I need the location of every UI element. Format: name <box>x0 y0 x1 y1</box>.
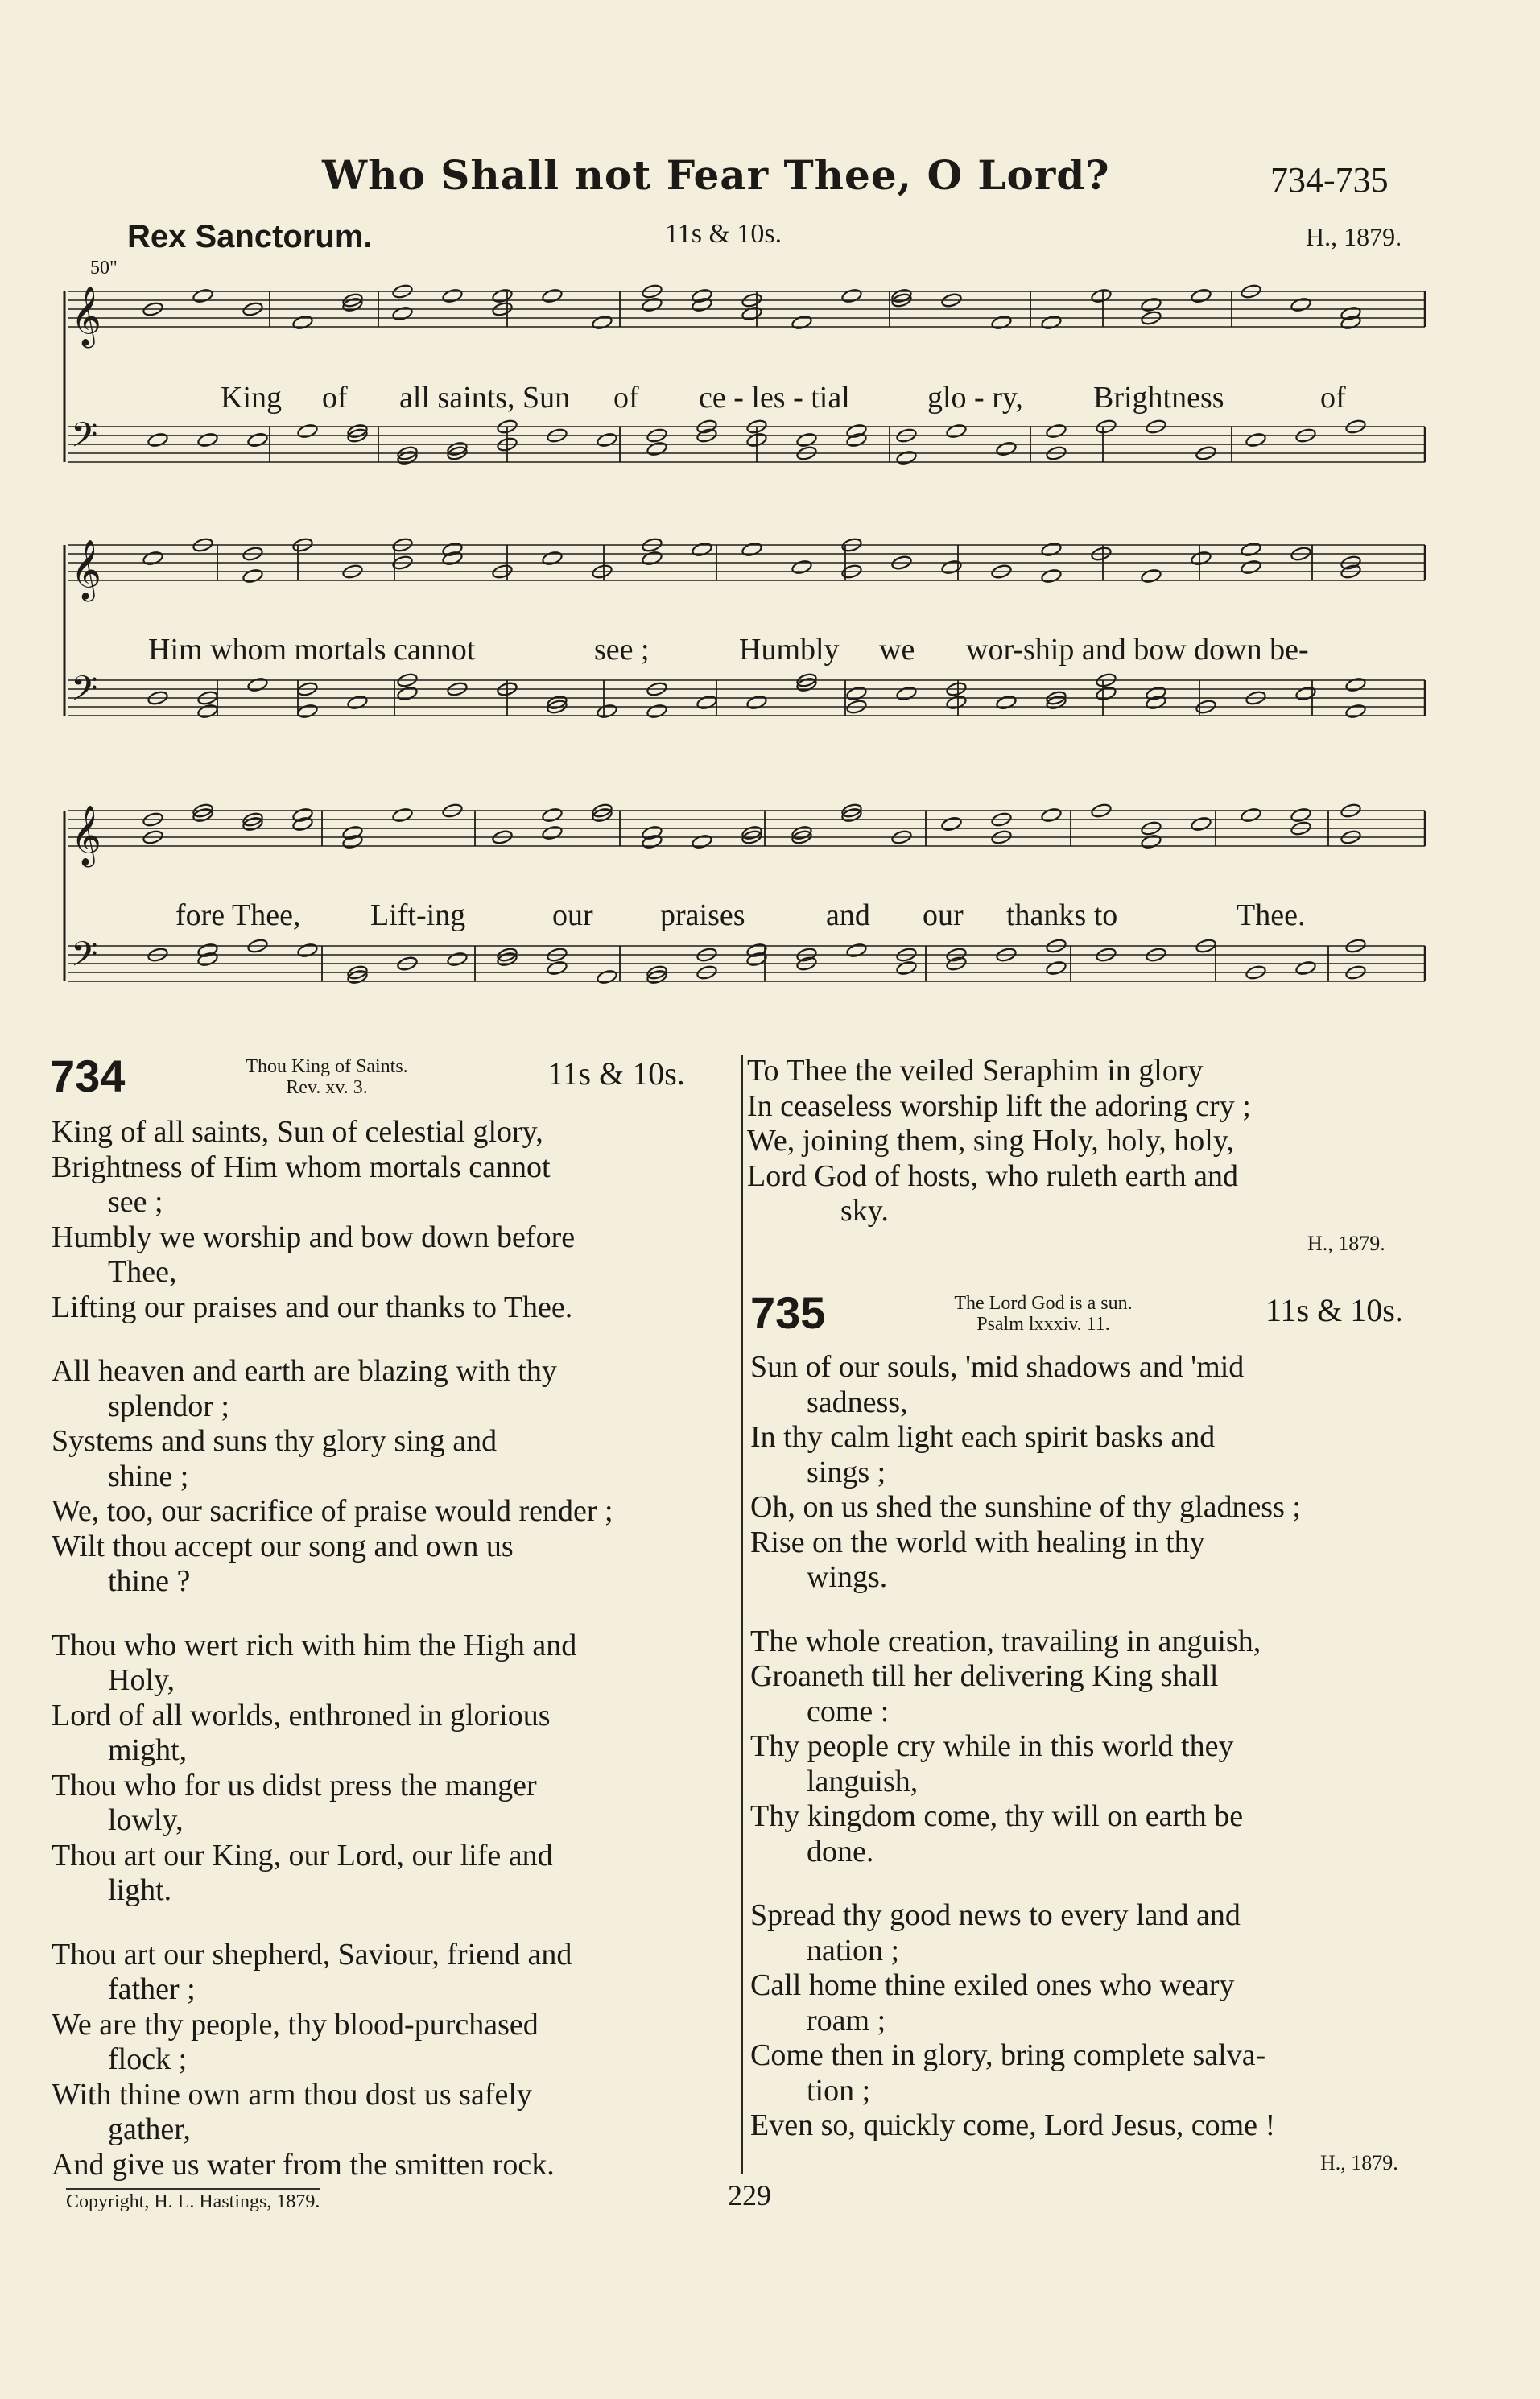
note-head <box>741 306 763 322</box>
note-head <box>1091 288 1113 304</box>
treble-clef-icon: 𝄞 <box>71 807 101 864</box>
verse-line: Thy kingdom come, thy will on earth be <box>750 1799 1244 1833</box>
note-head <box>941 816 963 832</box>
note-head <box>342 825 364 841</box>
note-head <box>297 704 319 720</box>
hymn-number-range: 734-735 <box>1270 160 1389 200</box>
note-head <box>1295 686 1317 702</box>
verse-line: All heaven and earth are blazing with thy <box>52 1354 557 1388</box>
note-head <box>597 432 618 448</box>
hymn-number-734: 734 <box>50 1051 126 1101</box>
lyric-word: thanks to <box>1006 898 1118 932</box>
note-head <box>197 943 219 959</box>
verse-line: Call home thine exiled ones who weary <box>750 1968 1235 2002</box>
verse-line: We, joining them, sing Holy, holy, holy, <box>747 1124 1234 1158</box>
note-head <box>542 551 564 567</box>
verse-line: Wilt thou accept our song and own us <box>52 1529 514 1563</box>
note-head <box>1146 686 1167 702</box>
note-head <box>1141 834 1162 850</box>
verse-line: light. <box>108 1873 172 1907</box>
note-head <box>791 315 813 331</box>
verse-line: Thee, <box>108 1255 177 1289</box>
verse-line: come : <box>807 1694 890 1728</box>
note-head <box>1290 807 1312 824</box>
note-head <box>946 423 968 440</box>
note-head <box>247 432 269 448</box>
note-head <box>397 686 419 702</box>
verse-line: thine ? <box>108 1564 191 1598</box>
note-head <box>1241 559 1262 576</box>
hymn-735-title <box>923 1293 1164 1335</box>
lyric-word: King <box>221 381 282 415</box>
note-head <box>1146 695 1167 711</box>
note-head <box>692 834 713 850</box>
note-head <box>692 288 713 304</box>
note-head <box>1245 432 1267 448</box>
note-head <box>347 695 369 711</box>
column-divider <box>741 1055 743 2174</box>
music-system-1 <box>56 274 1433 507</box>
note-head <box>642 834 663 850</box>
note-head <box>247 677 269 693</box>
note-head <box>1340 306 1362 322</box>
note-head <box>392 807 414 824</box>
note-head <box>646 441 668 457</box>
lyric-word: our <box>552 898 593 932</box>
note-head <box>442 551 464 567</box>
bass-clef-icon: 𝄢 <box>71 936 98 982</box>
verse-line: Come then in glory, bring complete salva- <box>750 2038 1266 2072</box>
note-head <box>896 960 918 977</box>
note-head <box>1191 551 1212 567</box>
verse-line: shine ; <box>108 1459 189 1493</box>
note-head <box>292 816 314 832</box>
note-head <box>1141 568 1162 584</box>
page-number: 229 <box>728 2179 771 2211</box>
hymn-734-signature: H., 1879. <box>1307 1232 1385 1255</box>
verse-line: languish, <box>807 1764 919 1798</box>
note-head <box>991 315 1013 331</box>
bass-clef-icon: 𝄢 <box>71 417 98 463</box>
verse-line: sadness, <box>807 1385 908 1419</box>
note-head <box>1241 807 1262 824</box>
note-head <box>597 704 618 720</box>
verse-line: gather, <box>108 2112 191 2146</box>
lyric-word: and <box>826 898 870 932</box>
verse-line: done. <box>807 1834 874 1868</box>
lyric-word: glo - ry, <box>927 381 1023 415</box>
verse-line: roam ; <box>807 2003 886 2038</box>
note-head <box>1041 568 1063 584</box>
verse-line: Thou art our shepherd, Saviour, friend and <box>52 1937 572 1972</box>
hymn-735-subject: The Lord God is a sun. <box>954 1293 1133 1314</box>
note-head <box>442 542 464 558</box>
lyric-word: wor-ship and bow down be- <box>966 633 1309 667</box>
note-head <box>896 450 918 466</box>
note-head <box>741 542 763 558</box>
note-head <box>447 952 469 968</box>
verse-line: lowly, <box>108 1803 184 1837</box>
lyric-word: of <box>322 381 348 415</box>
music-system-3 <box>56 793 1433 1034</box>
note-head <box>342 834 364 850</box>
note-head <box>1241 542 1262 558</box>
verse-line: The whole creation, travailing in anguish, <box>750 1624 1261 1658</box>
note-head <box>642 551 663 567</box>
verse-line: Even so, quickly come, Lord Jesus, come ! <box>750 2108 1276 2142</box>
note-head <box>542 807 564 824</box>
note-head <box>542 288 564 304</box>
lyric-word: Humbly <box>739 633 840 667</box>
verse-line: In ceaseless worship lift the adoring cry ; <box>747 1088 1251 1123</box>
note-head <box>1041 315 1063 331</box>
verse-line: tion ; <box>807 2073 871 2108</box>
note-head <box>791 559 813 576</box>
lyric-line-1 <box>105 380 1441 417</box>
verse-line: wings. <box>807 1560 888 1594</box>
note-head <box>1046 960 1067 977</box>
tune-composer: H., 1879. <box>1306 222 1402 251</box>
note-head <box>492 288 514 304</box>
verse-line: Lord of all worlds, enthroned in glorious <box>52 1698 551 1732</box>
note-head <box>147 432 169 448</box>
note-head <box>297 943 319 959</box>
hymn-734-title <box>206 1056 448 1098</box>
verse-line: flock ; <box>108 2042 188 2076</box>
verse-line: Lord God of hosts, who ruleth earth and <box>747 1158 1238 1193</box>
note-head <box>1141 297 1162 313</box>
note-head <box>846 423 868 440</box>
note-head <box>941 559 963 576</box>
note-head <box>1345 677 1367 693</box>
verse-line: Sun of our souls, 'mid shadows and 'mid <box>750 1350 1245 1384</box>
lyric-word: of <box>613 381 639 415</box>
lyric-word: our <box>923 898 964 932</box>
note-head <box>392 306 414 322</box>
verse-line: might, <box>108 1733 188 1767</box>
verse-line: Brightness of Him whom mortals cannot <box>52 1150 551 1184</box>
verse-line: nation ; <box>807 1933 900 1968</box>
hymn-734-scripture: Rev. xv. 3. <box>286 1077 368 1098</box>
hymn-734-subject: Thou King of Saints. <box>246 1056 408 1077</box>
verse-line: Thou art our King, our Lord, our life and <box>52 1838 553 1873</box>
note-head <box>896 686 918 702</box>
lyric-line-2 <box>105 632 1441 669</box>
verse-line: We are thy people, thy blood-purchased <box>52 2007 539 2042</box>
note-head <box>692 542 713 558</box>
tune-name: Rex Sanctorum. <box>127 219 373 254</box>
verse-line: Thy people cry while in this world they <box>750 1729 1234 1763</box>
note-head <box>1290 297 1312 313</box>
note-head <box>1096 686 1117 702</box>
note-head <box>1345 704 1367 720</box>
verse-line: And give us water from the smitten rock. <box>52 2147 555 2182</box>
lyric-word: see ; <box>594 633 650 667</box>
note-head <box>692 297 713 313</box>
copyright-notice: Copyright, H. L. Hastings, 1879. <box>66 2188 320 2213</box>
lyric-line-3 <box>105 898 1441 935</box>
hymn-number-735: 735 <box>750 1287 826 1338</box>
note-head <box>197 704 219 720</box>
hymn-735-meter: 11s & 10s. <box>1265 1292 1403 1328</box>
verse-line: In thy calm light each spirit basks and <box>750 1420 1216 1454</box>
hymn-735-scripture: Psalm lxxxiv. 11. <box>976 1314 1110 1335</box>
note-head <box>846 432 868 448</box>
note-head <box>1295 960 1317 977</box>
verse-line: Oh, on us shed the sunshine of thy gladness ; <box>750 1490 1301 1524</box>
verse-line: Humbly we worship and bow down before <box>52 1220 576 1254</box>
lyric-word: Brightness <box>1093 381 1224 415</box>
note-head <box>642 825 663 841</box>
note-head <box>292 315 314 331</box>
note-head <box>292 807 314 824</box>
note-head <box>846 943 868 959</box>
verse-line: sings ; <box>807 1455 886 1489</box>
verse-line: sky. <box>840 1194 889 1228</box>
verse-line: Systems and suns thy glory sing and <box>52 1424 498 1458</box>
hymn-734-meter: 11s & 10s. <box>547 1055 685 1092</box>
note-head <box>646 704 668 720</box>
note-head <box>442 288 464 304</box>
lyric-word: we <box>879 633 915 667</box>
note-head <box>642 297 663 313</box>
note-head <box>996 695 1018 711</box>
note-head <box>996 441 1018 457</box>
treble-clef-icon: 𝄞 <box>71 287 101 345</box>
note-head <box>1340 315 1362 331</box>
note-head <box>297 423 319 440</box>
note-head <box>841 288 863 304</box>
note-head <box>1191 288 1212 304</box>
verse-line: father ; <box>108 1972 196 2006</box>
verse-line: Holy, <box>108 1663 175 1697</box>
verse-line: Thou who for us didst press the manger <box>52 1768 537 1802</box>
lyric-word: Thee. <box>1237 898 1306 932</box>
note-head <box>547 960 568 977</box>
note-head <box>197 952 219 968</box>
bass-clef-icon: 𝄢 <box>71 671 98 716</box>
tune-meter: 11s & 10s. <box>665 219 782 249</box>
note-head <box>597 969 618 985</box>
note-head <box>1041 542 1063 558</box>
hymn-735-signature: H., 1879. <box>1320 2151 1398 2174</box>
note-head <box>142 551 164 567</box>
verse-line: Lifting our praises and our thanks to Thee. <box>52 1290 573 1324</box>
verse-line: To Thee the veiled Seraphim in glory <box>747 1054 1204 1088</box>
music-system-2 <box>56 527 1433 769</box>
verse-line: splendor ; <box>108 1389 229 1423</box>
lyric-word: praises <box>660 898 745 932</box>
lyric-word: of <box>1320 381 1346 415</box>
lyric-word: ce - les - tial <box>699 381 850 415</box>
note-head <box>242 568 264 584</box>
lyric-word: fore Thee, <box>175 898 301 932</box>
note-head <box>192 288 214 304</box>
lyric-word: Him whom mortals cannot <box>148 633 476 667</box>
verse-line: Spread thy good news to every land and <box>750 1898 1241 1932</box>
note-head <box>197 432 219 448</box>
note-head <box>946 695 968 711</box>
note-head <box>696 695 718 711</box>
verse-line: Rise on the world with healing in thy <box>750 1525 1205 1559</box>
treble-clef-icon: 𝄞 <box>71 541 101 598</box>
lyric-word: all saints, Sun <box>399 381 571 415</box>
verse-line: Groaneth till her delivering King shall <box>750 1659 1219 1693</box>
verse-line: see ; <box>108 1185 163 1219</box>
page-title: Who Shall not Fear Thee, O Lord? <box>322 151 1110 199</box>
verse-line: With thine own arm thou dost us safely <box>52 2077 532 2112</box>
tempo-marking: 50" <box>90 258 118 279</box>
note-head <box>846 686 868 702</box>
verse-line: King of all saints, Sun of celestial glory, <box>52 1115 543 1149</box>
lyric-word: Lift-ing <box>370 898 466 932</box>
note-head <box>592 315 613 331</box>
note-head <box>1191 816 1212 832</box>
verse-line: Thou who wert rich with him the High and <box>52 1628 577 1662</box>
note-head <box>796 432 818 448</box>
note-head <box>1041 807 1063 824</box>
verse-line: We, too, our sacrifice of praise would render ; <box>52 1494 613 1528</box>
note-head <box>1046 423 1067 440</box>
note-head <box>542 825 564 841</box>
note-head <box>746 695 768 711</box>
